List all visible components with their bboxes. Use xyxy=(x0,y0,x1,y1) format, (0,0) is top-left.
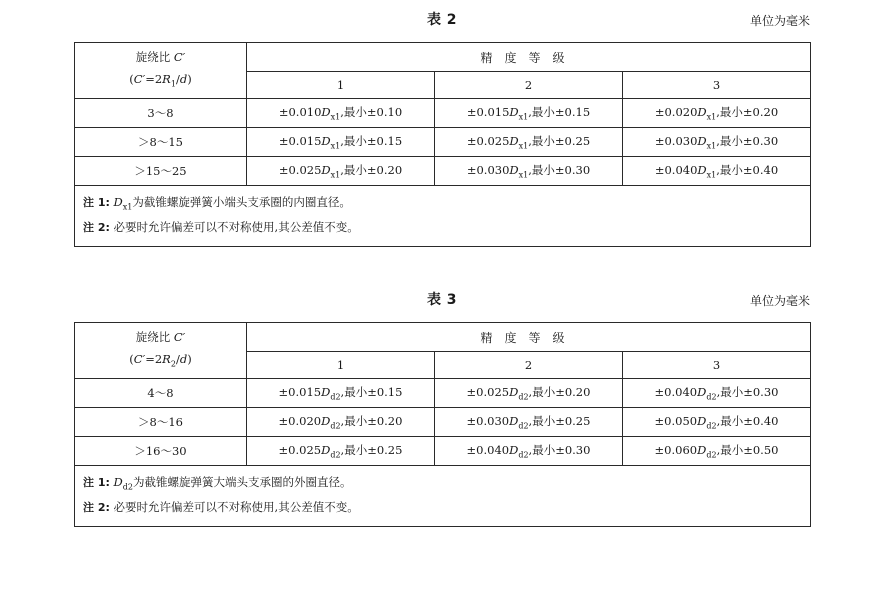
tolerance-cell xyxy=(623,128,811,157)
tolerance-cell xyxy=(623,157,811,186)
tol-sub: d2 xyxy=(518,450,529,460)
tol-var: D xyxy=(509,414,519,429)
table-2-notes xyxy=(75,186,811,247)
tolerance-cell xyxy=(435,408,623,437)
tol-min: ,最小±0.20 xyxy=(716,105,779,120)
note-sub: x1 xyxy=(122,202,133,212)
table-2 xyxy=(74,42,811,247)
tol-coef: ±0.060 xyxy=(654,443,698,458)
ratio-cell: ＞8～15 xyxy=(75,128,247,157)
table-2-caption-row xyxy=(74,6,810,42)
formula-div: / xyxy=(175,351,180,366)
tol-var: D xyxy=(321,414,331,429)
formula-open: ( xyxy=(129,351,134,366)
tol-sub: d2 xyxy=(706,450,717,460)
tol-sub: x1 xyxy=(518,170,529,180)
tol-coef: ±0.025 xyxy=(466,385,510,400)
table-2-notes-row xyxy=(75,186,811,247)
tol-coef: ±0.040 xyxy=(466,443,510,458)
tol-var: D xyxy=(697,105,707,120)
tol-var: D xyxy=(697,134,707,149)
tol-coef: ±0.015 xyxy=(466,105,510,120)
note-2 xyxy=(83,497,802,518)
table-2-header-row xyxy=(75,43,811,72)
tol-var: D xyxy=(509,385,519,400)
table-3-notes xyxy=(75,466,811,527)
table-2-unit: 单位为毫米 xyxy=(749,14,810,28)
tolerance-cell xyxy=(247,408,435,437)
tol-min: ,最小±0.40 xyxy=(716,414,779,429)
tol-var: D xyxy=(321,134,331,149)
table-3-block xyxy=(74,286,810,527)
note-2 xyxy=(83,217,802,238)
tol-min: ,最小±0.50 xyxy=(716,443,779,458)
ratio-cell: ＞8～16 xyxy=(75,408,247,437)
tol-var: D xyxy=(321,163,331,178)
tol-sub: d2 xyxy=(330,450,341,460)
tol-sub: x1 xyxy=(330,141,341,151)
note-1 xyxy=(83,472,802,497)
tol-coef: ±0.040 xyxy=(654,163,698,178)
ratio-header-line1 xyxy=(136,50,186,64)
tol-coef: ±0.025 xyxy=(278,163,322,178)
tolerance-cell xyxy=(435,379,623,408)
tolerance-cell xyxy=(247,128,435,157)
tol-min: ,最小±0.10 xyxy=(340,105,403,120)
formula-eq: =2 xyxy=(145,351,163,366)
tol-min: ,最小±0.30 xyxy=(716,385,779,400)
formula-open: ( xyxy=(129,71,134,86)
table-2-grade-header: 精度等级 xyxy=(247,43,811,72)
tol-coef: ±0.050 xyxy=(654,414,698,429)
ratio-header-label: 旋绕比 xyxy=(135,329,174,344)
tol-sub: x1 xyxy=(706,112,717,122)
tol-sub: x1 xyxy=(706,141,717,151)
tol-var: D xyxy=(697,443,707,458)
tol-coef: ±0.030 xyxy=(466,414,510,429)
table-3-unit: 单位为毫米 xyxy=(749,294,810,308)
tol-sub: d2 xyxy=(518,392,529,402)
ratio-cell: 4～8 xyxy=(75,379,247,408)
tolerance-cell xyxy=(623,408,811,437)
ratio-header-label: 旋绕比 xyxy=(135,49,174,64)
formula-sub: 2 xyxy=(170,359,176,369)
tolerance-cell xyxy=(435,437,623,466)
tol-min: ,最小±0.20 xyxy=(340,163,403,178)
ratio-header-var: C′ xyxy=(173,329,186,344)
table-3-ratio-header xyxy=(75,323,247,379)
grade-3: 3 xyxy=(623,72,811,99)
note-sub: d2 xyxy=(122,482,133,492)
note-text: 为截锥螺旋弹簧大端头支承圈的外圈直径。 xyxy=(133,475,352,489)
tol-coef: ±0.015 xyxy=(278,134,322,149)
note-label: 注 1: xyxy=(83,476,110,489)
ratio-cell: ＞16～30 xyxy=(75,437,247,466)
formula-eq: =2 xyxy=(145,71,163,86)
tolerance-cell xyxy=(247,157,435,186)
tol-coef: ±0.015 xyxy=(278,385,322,400)
tol-coef: ±0.040 xyxy=(654,385,698,400)
table-row xyxy=(75,99,811,128)
tol-sub: x1 xyxy=(330,170,341,180)
note-label: 注 2: xyxy=(83,221,110,235)
note-text: 必要时允许偏差可以不对称使用,其公差值不变。 xyxy=(113,220,359,235)
formula-sub: 1 xyxy=(170,79,176,89)
formula-var-d: d xyxy=(179,71,188,86)
note-var: D xyxy=(113,475,123,489)
formula-var-c: C′ xyxy=(133,71,146,86)
ratio-cell: 3～8 xyxy=(75,99,247,128)
tol-min: ,最小±0.15 xyxy=(528,105,591,120)
tolerance-cell xyxy=(623,437,811,466)
tolerance-cell xyxy=(247,379,435,408)
note-text: 必要时允许偏差可以不对称使用,其公差值不变。 xyxy=(113,500,359,515)
formula-close: ) xyxy=(187,71,192,86)
table-3-caption-row xyxy=(74,286,810,322)
tol-coef: ±0.020 xyxy=(278,414,322,429)
tol-sub: d2 xyxy=(706,421,717,431)
tol-sub: d2 xyxy=(330,421,341,431)
tol-min: ,最小±0.25 xyxy=(528,134,591,149)
table-3-notes-row xyxy=(75,466,811,527)
tolerance-cell xyxy=(435,99,623,128)
ratio-header-var: C′ xyxy=(173,49,186,64)
tol-min: ,最小±0.30 xyxy=(528,443,591,458)
tol-var: D xyxy=(697,385,707,400)
formula-div: / xyxy=(175,71,180,86)
tol-coef: ±0.025 xyxy=(466,134,510,149)
tolerance-cell xyxy=(623,379,811,408)
note-text: 为截锥螺旋弹簧小端头支承圈的内圈直径。 xyxy=(132,195,351,209)
tol-var: D xyxy=(321,443,331,458)
grade-1: 1 xyxy=(247,72,435,99)
tol-min: ,最小±0.15 xyxy=(340,385,403,400)
note-1 xyxy=(83,192,802,217)
table-row xyxy=(75,379,811,408)
tol-var: D xyxy=(697,414,707,429)
tol-sub: d2 xyxy=(518,421,529,431)
table-2-caption: 表 2 xyxy=(426,12,458,28)
table-3-grade-header: 精度等级 xyxy=(247,323,811,352)
table-3-caption: 表 3 xyxy=(426,292,458,308)
tol-var: D xyxy=(509,134,519,149)
tol-sub: x1 xyxy=(518,141,529,151)
note-label: 注 2: xyxy=(83,501,110,515)
note-label: 注 1: xyxy=(83,196,110,209)
table-row xyxy=(75,157,811,186)
tol-sub: x1 xyxy=(706,170,717,180)
tolerance-cell xyxy=(247,99,435,128)
tol-coef: ±0.020 xyxy=(654,105,698,120)
tol-var: D xyxy=(697,163,707,178)
tol-min: ,最小±0.30 xyxy=(528,163,591,178)
table-row xyxy=(75,437,811,466)
tolerance-cell xyxy=(435,157,623,186)
grade-3: 3 xyxy=(623,352,811,379)
ratio-header-line1 xyxy=(136,330,186,344)
table-2-block xyxy=(74,6,810,247)
tol-min: ,最小±0.40 xyxy=(716,163,779,178)
tol-sub: x1 xyxy=(330,112,341,122)
tol-coef: ±0.030 xyxy=(654,134,698,149)
tol-coef: ±0.030 xyxy=(466,163,510,178)
formula-close: ) xyxy=(187,351,192,366)
table-row xyxy=(75,408,811,437)
grade-2: 2 xyxy=(435,72,623,99)
table-2-ratio-header xyxy=(75,43,247,99)
tol-var: D xyxy=(509,163,519,178)
table-3 xyxy=(74,322,811,527)
grade-2: 2 xyxy=(435,352,623,379)
tol-var: D xyxy=(321,385,331,400)
tol-min: ,最小±0.15 xyxy=(340,134,403,149)
tol-coef: ±0.025 xyxy=(278,443,322,458)
tol-var: D xyxy=(509,105,519,120)
formula-var-c: C′ xyxy=(133,351,146,366)
tolerance-cell xyxy=(623,99,811,128)
table-3-header-row xyxy=(75,323,811,352)
formula-var-r: R xyxy=(162,351,171,366)
grade-1: 1 xyxy=(247,352,435,379)
formula-var-d: d xyxy=(179,351,188,366)
tol-var: D xyxy=(509,443,519,458)
ratio-header-line2 xyxy=(129,71,192,89)
tol-min: ,最小±0.20 xyxy=(340,414,403,429)
tol-min: ,最小±0.25 xyxy=(340,443,403,458)
formula-var-r: R xyxy=(162,71,171,86)
tolerance-cell xyxy=(247,437,435,466)
note-var: D xyxy=(113,195,123,209)
tol-min: ,最小±0.25 xyxy=(528,414,591,429)
table-row xyxy=(75,128,811,157)
tol-sub: x1 xyxy=(518,112,529,122)
tol-sub: d2 xyxy=(330,392,341,402)
ratio-cell: ＞15～25 xyxy=(75,157,247,186)
tol-coef: ±0.010 xyxy=(278,105,322,120)
tol-sub: d2 xyxy=(706,392,717,402)
tol-min: ,最小±0.20 xyxy=(528,385,591,400)
tol-var: D xyxy=(321,105,331,120)
tol-min: ,最小±0.30 xyxy=(716,134,779,149)
tolerance-cell xyxy=(435,128,623,157)
ratio-header-line2 xyxy=(129,351,192,369)
